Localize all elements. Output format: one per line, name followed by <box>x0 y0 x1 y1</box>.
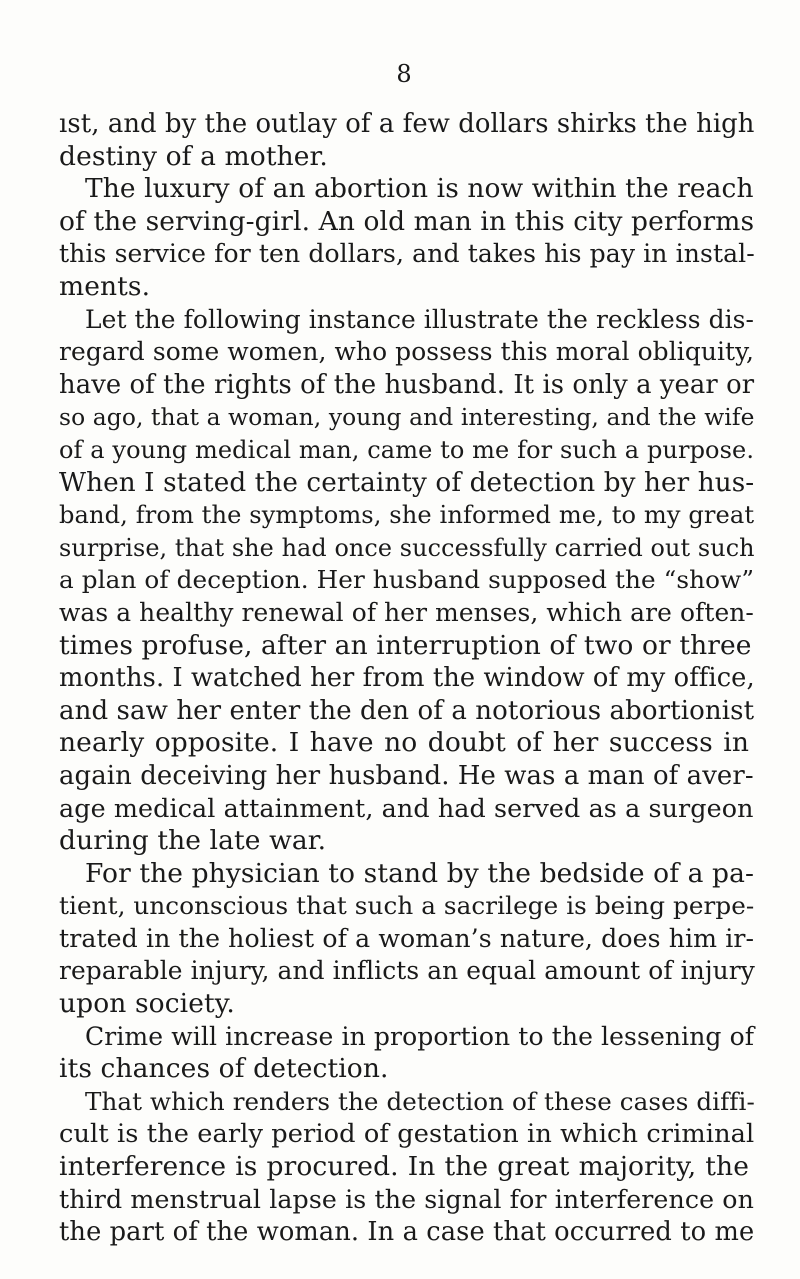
text-line: upon society. <box>59 988 235 1020</box>
text-line: nearly opposite. I have no doubt of her success in <box>59 727 749 759</box>
text-line: destiny of a mother. <box>59 140 328 172</box>
text-line: reparable injury, and inflicts an equal amount of injury <box>59 956 755 986</box>
text-line: a plan of deception. Her husband supposed the “show” <box>59 565 755 595</box>
text-line: Crime will increase in proportion to the lessening of <box>85 1021 755 1051</box>
text-line: regard some women, who possess this moral obliquity, <box>59 337 755 367</box>
text-line: of a young medical man, came to me for such a purpose. <box>59 435 755 464</box>
text-line: was a healthy renewal of her menses, which are often- <box>59 597 754 627</box>
text-line: ments. <box>59 270 151 302</box>
text-line: trated in the holiest of a woman’s nature, does him ir- <box>59 923 755 953</box>
text-line: this service for ten dollars, and takes his pay in instal- <box>59 239 755 269</box>
page-number: 8 <box>396 60 412 88</box>
text-line: That which renders the detection of these cases diffi- <box>85 1086 755 1116</box>
text-line: interference is procured. In the great majority, the <box>59 1151 749 1182</box>
text-line: surprise, that she had once successfully carried out such <box>59 533 755 562</box>
text-line: of the serving-girl. An old man in this city performs <box>59 205 755 237</box>
text-line: the part of the woman. In a case that occurred to me <box>59 1217 755 1248</box>
text-line: during the late war. <box>59 825 327 857</box>
text-line: third menstrual lapse is the signal for interference on <box>59 1184 754 1214</box>
text-line: ıst, and by the outlay of a few dollars shirks the high <box>59 109 755 139</box>
text-line: band, from the symptoms, she informed me, to my great <box>59 501 755 530</box>
text-line: so ago, that a woman, young and interesting, and the wife <box>59 403 755 432</box>
text-line: its chances of detection. <box>59 1053 389 1085</box>
text-line: times profuse, after an interruption of two or three <box>59 629 752 661</box>
text-line: have of the rights of the husband. It is only a year or <box>59 369 755 400</box>
text-line: For the physician to stand by the bedside of a pa- <box>85 857 755 889</box>
text-line: cult is the early period of gestation in which criminal <box>59 1119 755 1150</box>
text-line: When I stated the certainty of detection by her hus- <box>59 467 755 498</box>
text-line: tient, unconscious that such a sacrilege is being perpe- <box>59 891 755 921</box>
text-line: again deceiving her husband. He was a man of aver- <box>59 760 754 791</box>
text-line: The luxury of an abortion is now within the reach <box>85 173 754 205</box>
body-text <box>59 108 755 1249</box>
text-line: and saw her enter the den of a notorious abortionist <box>59 695 755 726</box>
text-line: age medical attainment, and had served as a surgeon <box>59 793 754 824</box>
text-line: months. I watched her from the window of my office, <box>59 663 755 694</box>
text-line: Let the following instance illustrate the reckless dis- <box>85 304 755 334</box>
